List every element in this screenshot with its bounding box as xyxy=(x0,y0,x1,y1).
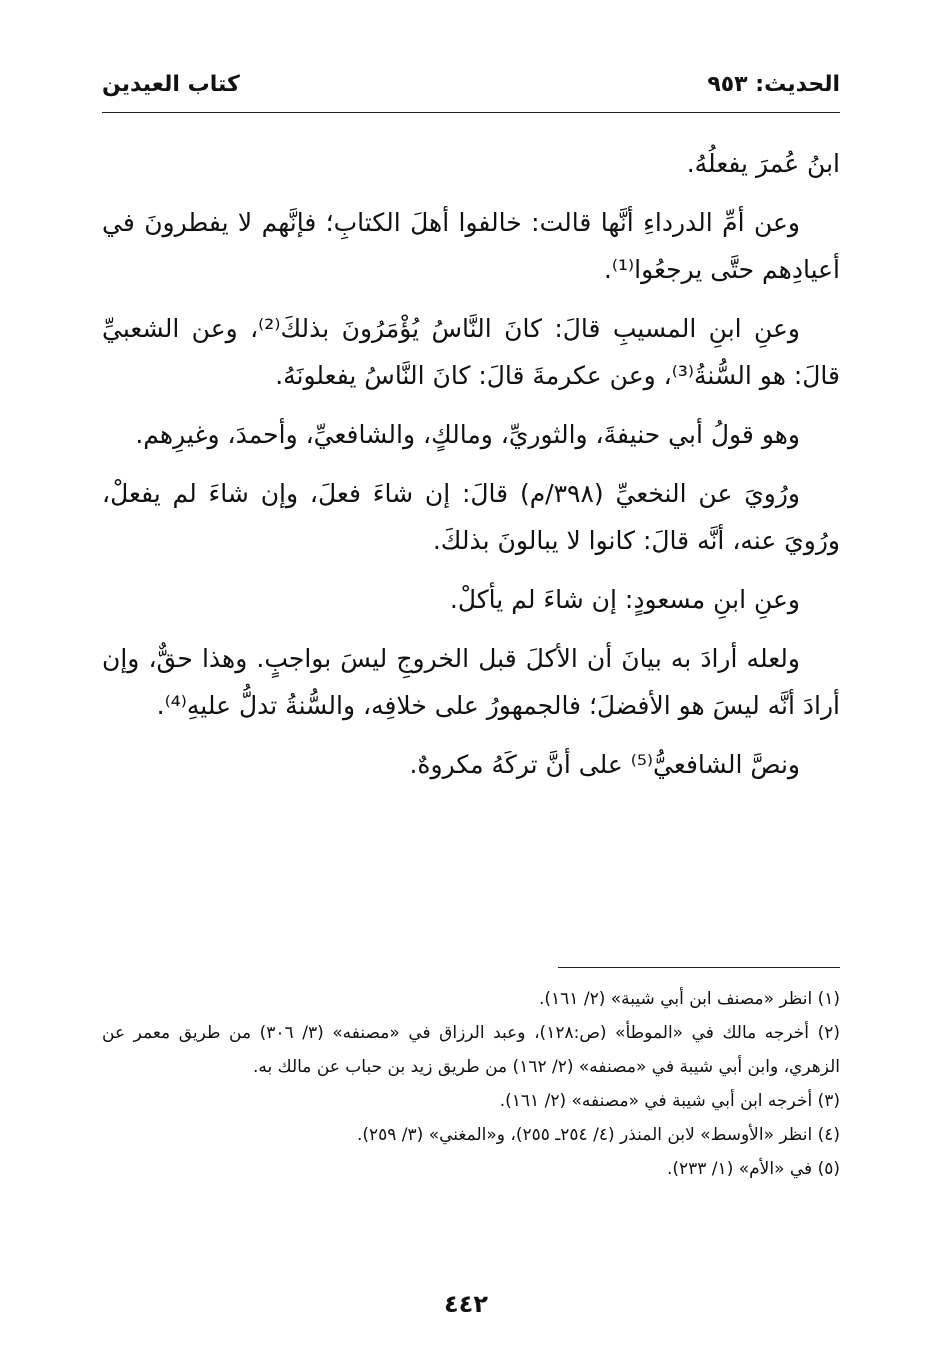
footnote-divider xyxy=(558,967,840,968)
main-text xyxy=(102,140,840,800)
page-number: ٤٤٢ xyxy=(444,1290,488,1318)
footnote: (٢) أخرجه مالك في «الموطأ» (ص:١٢٨)، وعبد الرزاق في «مصنفه» (٣/ ٣٠٦) من طريق معمر عن الزهري، وابن أبي شيبة في «مصنفه» (٢/ ١٦٢) من طريق زيد بن حباب عن مالك به. xyxy=(102,1023,840,1077)
paragraph: ابنُ عُمرَ يفعلُهُ. xyxy=(686,149,840,178)
hadith-reference: الحديث: ٩٥٣ xyxy=(707,72,840,97)
header-divider xyxy=(102,112,840,113)
footnote: (٣) أخرجه ابن أبي شيبة في «مصنفه» (٢/ ١٦١). xyxy=(499,1091,840,1111)
footnotes xyxy=(102,982,840,1186)
paragraph: وهو قولُ أبي حنيفةَ، والثوريِّ، ومالكٍ، والشافعيِّ، وأحمدَ، وغيرِهم. xyxy=(135,420,800,449)
footnote: (٤) انظر «الأوسط» لابن المنذر (٤/ ٢٥٤ـ ٢٥٥)، و«المغني» (٣/ ٢٥٩). xyxy=(356,1125,840,1145)
paragraph: وعنِ ابنِ مسعودٍ: إن شاءَ لم يأكلْ. xyxy=(449,585,800,614)
running-header xyxy=(102,72,840,108)
paragraph: ونصَّ الشافعيُّ⁽⁵⁾ على أنَّ تركَهُ مكروهٌ. xyxy=(409,750,800,779)
footnote: (٥) في «الأم» (١/ ٢٣٣). xyxy=(666,1159,840,1179)
book-title: كتاب العيدين xyxy=(102,72,240,97)
paragraph: وعنِ ابنِ المسيبِ قالَ: كانَ النَّاسُ يُؤْمَرُونَ بذلكَ⁽²⁾، وعن الشعبيِّ قالَ: هو السُّنةُ⁽³⁾، وعن عكرمةَ قالَ: كانَ النَّاسُ يفعلونَهُ. xyxy=(102,314,840,390)
footnote: (١) انظر «مصنف ابن أبي شيبة» (٢/ ١٦١). xyxy=(539,989,840,1009)
paragraph: ورُويَ عن النخعيِّ (٣٩٨/م) قالَ: إن شاءَ فعلَ، وإن شاءَ لم يفعلْ، ورُويَ عنه، أنَّه قالَ: كانوا لا يبالونَ بذلكَ. xyxy=(102,479,840,555)
paragraph: ولعله أرادَ به بيانَ أن الأكلَ قبل الخروجِ ليسَ بواجبٍ. وهذا حقٌّ، وإن أرادَ أنَّه ليسَ هو الأفضلَ؛ فالجمهورُ على خلافِه، والسُّنةُ تدلُّ عليهِ⁽⁴⁾. xyxy=(102,644,840,720)
paragraph: وعن أمِّ الدرداءِ أنَّها قالت: خالفوا أهلَ الكتابِ؛ فإنَّهم لا يفطرونَ في أعيادِهم حتَّى يرجعُوا⁽¹⁾. xyxy=(102,208,840,284)
